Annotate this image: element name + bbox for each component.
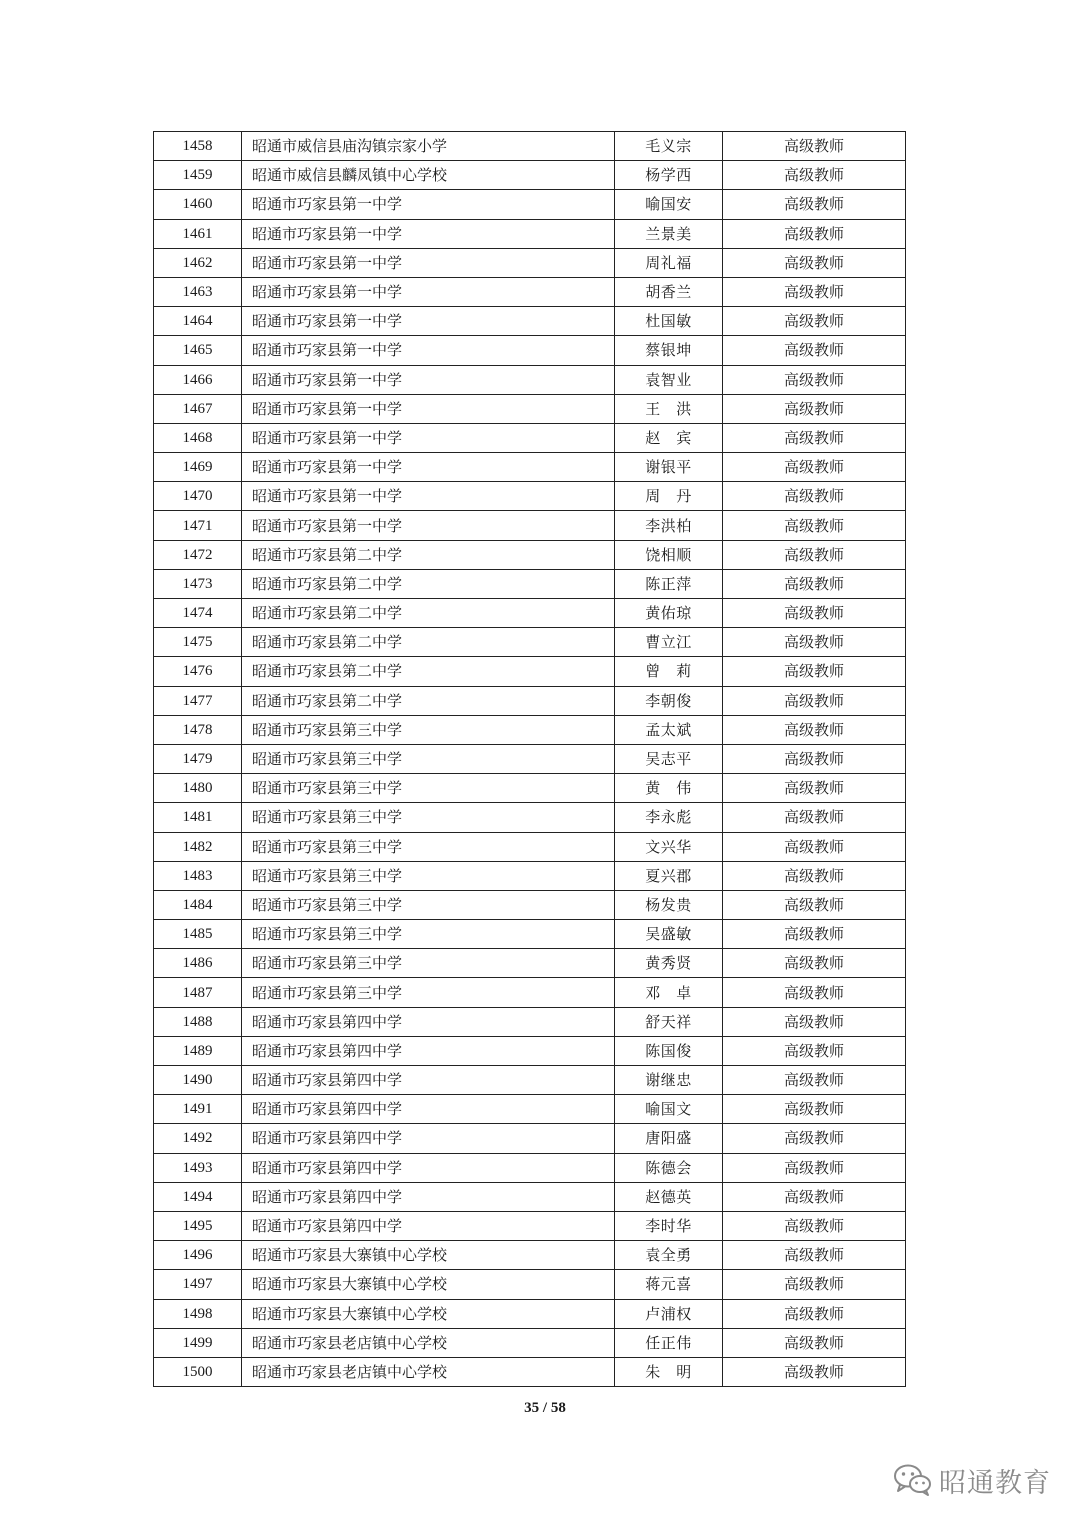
teacher-name-cell: 唐阳盛	[615, 1124, 723, 1153]
row-number-cell: 1485	[154, 920, 242, 949]
table-row	[154, 1124, 906, 1153]
row-number-cell: 1458	[154, 132, 242, 161]
title-cell: 高级教师	[723, 1036, 906, 1065]
title-cell: 高级教师	[723, 978, 906, 1007]
page-number: 35 / 58	[524, 1400, 566, 1416]
school-cell: 昭通市巧家县第二中学	[242, 569, 615, 598]
teacher-name-cell: 饶相顺	[615, 540, 723, 569]
title-cell: 高级教师	[723, 569, 906, 598]
teacher-name-cell: 谢银平	[615, 453, 723, 482]
row-number-cell: 1498	[154, 1299, 242, 1328]
teacher-name-cell: 毛义宗	[615, 132, 723, 161]
teacher-name-cell: 李朝俊	[615, 686, 723, 715]
table-row	[154, 861, 906, 890]
row-number-cell: 1466	[154, 365, 242, 394]
table-row	[154, 1095, 906, 1124]
teacher-name-cell: 黄佑琼	[615, 599, 723, 628]
school-cell: 昭通市巧家县第一中学	[242, 336, 615, 365]
title-cell: 高级教师	[723, 744, 906, 773]
title-cell: 高级教师	[723, 219, 906, 248]
teacher-name-cell: 谢继忠	[615, 1066, 723, 1095]
school-cell: 昭通市巧家县第三中学	[242, 744, 615, 773]
title-cell: 高级教师	[723, 132, 906, 161]
row-number-cell: 1474	[154, 599, 242, 628]
title-cell: 高级教师	[723, 482, 906, 511]
school-cell: 昭通市巧家县第四中学	[242, 1182, 615, 1211]
row-number-cell: 1478	[154, 715, 242, 744]
row-number-cell: 1488	[154, 1007, 242, 1036]
teacher-name-cell: 孟太斌	[615, 715, 723, 744]
title-cell: 高级教师	[723, 657, 906, 686]
table-row	[154, 190, 906, 219]
table-row	[154, 132, 906, 161]
table-row	[154, 628, 906, 657]
table-row	[154, 482, 906, 511]
teacher-roster-table	[153, 131, 906, 1387]
table-row	[154, 920, 906, 949]
row-number-cell: 1467	[154, 394, 242, 423]
title-cell: 高级教师	[723, 248, 906, 277]
table-row	[154, 511, 906, 540]
wechat-icon	[893, 1463, 933, 1497]
table-row	[154, 365, 906, 394]
school-cell: 昭通市巧家县第二中学	[242, 599, 615, 628]
school-cell: 昭通市巧家县第四中学	[242, 1153, 615, 1182]
school-cell: 昭通市巧家县第一中学	[242, 365, 615, 394]
title-cell: 高级教师	[723, 1241, 906, 1270]
table-row	[154, 1357, 906, 1386]
teacher-name-cell: 周 丹	[615, 482, 723, 511]
row-number-cell: 1492	[154, 1124, 242, 1153]
watermark-text: 昭通教育	[939, 1467, 1051, 1499]
table-row	[154, 1241, 906, 1270]
teacher-name-cell: 文兴华	[615, 832, 723, 861]
school-cell: 昭通市巧家县第四中学	[242, 1066, 615, 1095]
row-number-cell: 1460	[154, 190, 242, 219]
teacher-name-cell: 赵德英	[615, 1182, 723, 1211]
teacher-name-cell: 舒天祥	[615, 1007, 723, 1036]
title-cell: 高级教师	[723, 1357, 906, 1386]
teacher-name-cell: 胡香兰	[615, 277, 723, 306]
title-cell: 高级教师	[723, 861, 906, 890]
title-cell: 高级教师	[723, 336, 906, 365]
school-cell: 昭通市巧家县第二中学	[242, 686, 615, 715]
teacher-name-cell: 喻国安	[615, 190, 723, 219]
title-cell: 高级教师	[723, 599, 906, 628]
teacher-name-cell: 黄 伟	[615, 774, 723, 803]
row-number-cell: 1471	[154, 511, 242, 540]
row-number-cell: 1482	[154, 832, 242, 861]
teacher-name-cell: 杨学西	[615, 161, 723, 190]
table-row	[154, 978, 906, 1007]
teacher-name-cell: 吴盛敏	[615, 920, 723, 949]
row-number-cell: 1476	[154, 657, 242, 686]
title-cell: 高级教师	[723, 1153, 906, 1182]
table-row	[154, 540, 906, 569]
roster-body	[154, 132, 906, 1387]
table-row	[154, 686, 906, 715]
title-cell: 高级教师	[723, 1211, 906, 1240]
school-cell: 昭通市巧家县第一中学	[242, 511, 615, 540]
row-number-cell: 1497	[154, 1270, 242, 1299]
table-row	[154, 949, 906, 978]
title-cell: 高级教师	[723, 890, 906, 919]
table-row	[154, 453, 906, 482]
school-cell: 昭通市巧家县第一中学	[242, 190, 615, 219]
row-number-cell: 1487	[154, 978, 242, 1007]
table-row	[154, 1066, 906, 1095]
school-cell: 昭通市巧家县第一中学	[242, 453, 615, 482]
row-number-cell: 1462	[154, 248, 242, 277]
teacher-name-cell: 邓 卓	[615, 978, 723, 1007]
row-number-cell: 1463	[154, 277, 242, 306]
title-cell: 高级教师	[723, 1328, 906, 1357]
teacher-name-cell: 夏兴郡	[615, 861, 723, 890]
title-cell: 高级教师	[723, 1299, 906, 1328]
teacher-name-cell: 兰景美	[615, 219, 723, 248]
title-cell: 高级教师	[723, 1007, 906, 1036]
school-cell: 昭通市巧家县大寨镇中心学校	[242, 1270, 615, 1299]
title-cell: 高级教师	[723, 190, 906, 219]
table-row	[154, 277, 906, 306]
title-cell: 高级教师	[723, 686, 906, 715]
title-cell: 高级教师	[723, 511, 906, 540]
watermark	[893, 1460, 1051, 1500]
teacher-name-cell: 王 洪	[615, 394, 723, 423]
school-cell: 昭通市巧家县大寨镇中心学校	[242, 1299, 615, 1328]
school-cell: 昭通市巧家县第三中学	[242, 949, 615, 978]
table-row	[154, 715, 906, 744]
school-cell: 昭通市威信县麟凤镇中心学校	[242, 161, 615, 190]
title-cell: 高级教师	[723, 1066, 906, 1095]
title-cell: 高级教师	[723, 540, 906, 569]
school-cell: 昭通市巧家县第四中学	[242, 1124, 615, 1153]
title-cell: 高级教师	[723, 1270, 906, 1299]
row-number-cell: 1484	[154, 890, 242, 919]
school-cell: 昭通市巧家县第三中学	[242, 890, 615, 919]
table-row	[154, 1153, 906, 1182]
title-cell: 高级教师	[723, 949, 906, 978]
teacher-name-cell: 卢浦权	[615, 1299, 723, 1328]
row-number-cell: 1491	[154, 1095, 242, 1124]
teacher-name-cell: 陈德会	[615, 1153, 723, 1182]
row-number-cell: 1495	[154, 1211, 242, 1240]
table-row	[154, 599, 906, 628]
title-cell: 高级教师	[723, 628, 906, 657]
school-cell: 昭通市巧家县第一中学	[242, 423, 615, 452]
row-number-cell: 1477	[154, 686, 242, 715]
school-cell: 昭通市巧家县大寨镇中心学校	[242, 1241, 615, 1270]
school-cell: 昭通市巧家县第四中学	[242, 1036, 615, 1065]
table-row	[154, 248, 906, 277]
title-cell: 高级教师	[723, 1095, 906, 1124]
table-row	[154, 423, 906, 452]
teacher-name-cell: 李洪柏	[615, 511, 723, 540]
school-cell: 昭通市巧家县第一中学	[242, 307, 615, 336]
teacher-name-cell: 吴志平	[615, 744, 723, 773]
table-row	[154, 832, 906, 861]
teacher-name-cell: 朱 明	[615, 1357, 723, 1386]
row-number-cell: 1464	[154, 307, 242, 336]
table-row	[154, 1270, 906, 1299]
title-cell: 高级教师	[723, 453, 906, 482]
school-cell: 昭通市巧家县第四中学	[242, 1211, 615, 1240]
school-cell: 昭通市巧家县第三中学	[242, 978, 615, 1007]
teacher-name-cell: 曾 莉	[615, 657, 723, 686]
row-number-cell: 1480	[154, 774, 242, 803]
teacher-name-cell: 杨发贵	[615, 890, 723, 919]
title-cell: 高级教师	[723, 161, 906, 190]
school-cell: 昭通市威信县庙沟镇宗家小学	[242, 132, 615, 161]
teacher-name-cell: 袁全勇	[615, 1241, 723, 1270]
row-number-cell: 1469	[154, 453, 242, 482]
school-cell: 昭通市巧家县第三中学	[242, 803, 615, 832]
title-cell: 高级教师	[723, 715, 906, 744]
table-row	[154, 1328, 906, 1357]
row-number-cell: 1490	[154, 1066, 242, 1095]
table-row	[154, 774, 906, 803]
row-number-cell: 1470	[154, 482, 242, 511]
teacher-name-cell: 袁智业	[615, 365, 723, 394]
row-number-cell: 1465	[154, 336, 242, 365]
table-row	[154, 1211, 906, 1240]
row-number-cell: 1479	[154, 744, 242, 773]
table-row	[154, 219, 906, 248]
row-number-cell: 1489	[154, 1036, 242, 1065]
title-cell: 高级教师	[723, 774, 906, 803]
table-row	[154, 1182, 906, 1211]
title-cell: 高级教师	[723, 803, 906, 832]
school-cell: 昭通市巧家县第三中学	[242, 861, 615, 890]
row-number-cell: 1499	[154, 1328, 242, 1357]
table-row	[154, 307, 906, 336]
teacher-name-cell: 李永彪	[615, 803, 723, 832]
row-number-cell: 1481	[154, 803, 242, 832]
title-cell: 高级教师	[723, 1124, 906, 1153]
teacher-name-cell: 蒋元喜	[615, 1270, 723, 1299]
school-cell: 昭通市巧家县第二中学	[242, 657, 615, 686]
title-cell: 高级教师	[723, 920, 906, 949]
school-cell: 昭通市巧家县第二中学	[242, 628, 615, 657]
teacher-name-cell: 赵 宾	[615, 423, 723, 452]
table-row	[154, 336, 906, 365]
table-row	[154, 744, 906, 773]
row-number-cell: 1486	[154, 949, 242, 978]
row-number-cell: 1468	[154, 423, 242, 452]
school-cell: 昭通市巧家县第一中学	[242, 482, 615, 511]
row-number-cell: 1475	[154, 628, 242, 657]
teacher-name-cell: 喻国文	[615, 1095, 723, 1124]
school-cell: 昭通市巧家县老店镇中心学校	[242, 1328, 615, 1357]
table-row	[154, 394, 906, 423]
row-number-cell: 1500	[154, 1357, 242, 1386]
school-cell: 昭通市巧家县第三中学	[242, 715, 615, 744]
row-number-cell: 1472	[154, 540, 242, 569]
teacher-name-cell: 任正伟	[615, 1328, 723, 1357]
row-number-cell: 1483	[154, 861, 242, 890]
teacher-name-cell: 李时华	[615, 1211, 723, 1240]
table-row	[154, 569, 906, 598]
row-number-cell: 1459	[154, 161, 242, 190]
row-number-cell: 1494	[154, 1182, 242, 1211]
school-cell: 昭通市巧家县第二中学	[242, 540, 615, 569]
title-cell: 高级教师	[723, 365, 906, 394]
school-cell: 昭通市巧家县第三中学	[242, 920, 615, 949]
teacher-name-cell: 蔡银坤	[615, 336, 723, 365]
teacher-name-cell: 曹立江	[615, 628, 723, 657]
school-cell: 昭通市巧家县第一中学	[242, 219, 615, 248]
school-cell: 昭通市巧家县第四中学	[242, 1095, 615, 1124]
school-cell: 昭通市巧家县第一中学	[242, 248, 615, 277]
row-number-cell: 1473	[154, 569, 242, 598]
title-cell: 高级教师	[723, 394, 906, 423]
school-cell: 昭通市巧家县第一中学	[242, 277, 615, 306]
teacher-name-cell: 黄秀贤	[615, 949, 723, 978]
school-cell: 昭通市巧家县第三中学	[242, 774, 615, 803]
table-row	[154, 657, 906, 686]
row-number-cell: 1496	[154, 1241, 242, 1270]
table-row	[154, 1007, 906, 1036]
school-cell: 昭通市巧家县第四中学	[242, 1007, 615, 1036]
table-row	[154, 1299, 906, 1328]
table-row	[154, 1036, 906, 1065]
title-cell: 高级教师	[723, 423, 906, 452]
teacher-name-cell: 陈国俊	[615, 1036, 723, 1065]
table-row	[154, 803, 906, 832]
title-cell: 高级教师	[723, 307, 906, 336]
title-cell: 高级教师	[723, 277, 906, 306]
school-cell: 昭通市巧家县老店镇中心学校	[242, 1357, 615, 1386]
teacher-name-cell: 周礼福	[615, 248, 723, 277]
table-row	[154, 161, 906, 190]
school-cell: 昭通市巧家县第一中学	[242, 394, 615, 423]
school-cell: 昭通市巧家县第三中学	[242, 832, 615, 861]
title-cell: 高级教师	[723, 1182, 906, 1211]
row-number-cell: 1493	[154, 1153, 242, 1182]
teacher-name-cell: 陈正萍	[615, 569, 723, 598]
title-cell: 高级教师	[723, 832, 906, 861]
table-row	[154, 890, 906, 919]
row-number-cell: 1461	[154, 219, 242, 248]
teacher-name-cell: 杜国敏	[615, 307, 723, 336]
